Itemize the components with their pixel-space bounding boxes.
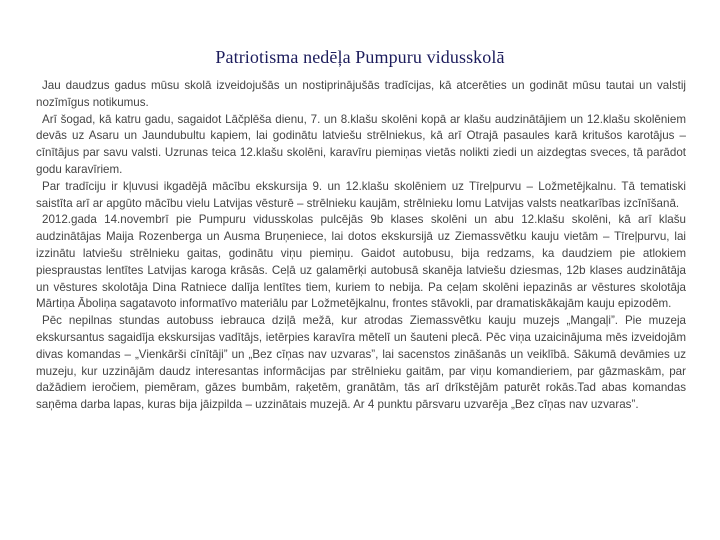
body-paragraph-2: Arī šogad, kā katru gadu, sagaidot Lāčplēša dienu, 7. un 8.klašu skolēni kopā ar klašu audzinātājiem un 12.klašu skolēniem devās uz Asaru un Jaundubultu kapiem, lai godinātu latviešu strēlniekus, kā arī Otrajā pasaules karā kritušos karotājus – cīnītājus par savu valsti. Uzrunas teica 12.klašu skolēni, karavīru piemiņas vietās nolikti ziedi un aizdegtas sveces, tā parādot godu karavīriem. <box>36 112 686 176</box>
body-paragraph-3: Par tradīciju ir kļuvusi ikgadējā mācību ekskursija 9. un 12.klašu skolēniem uz Tīreļpurvu – Ložmetējkalnu. Tā tematiski saistīta arī ar apgūto mācību vielu Latvijas vēsturē – strēlnieku kaujām, strēlnieku lomu Latvijas valsts neatkarības izcīnīšanā. <box>36 179 686 210</box>
body-paragraph-1: Jau daudzus gadus mūsu skolā izveidojušās un nostiprinājušās tradīcijas, kā atcerēties un godināt mūsu tautai un valstij nozīmīgus notikumus. <box>36 79 686 109</box>
slide-title: Patriotisma nedēļa Pumpuru vidusskolā <box>215 47 505 67</box>
body-paragraph-5: Pēc nepilnas stundas autobuss iebrauca dziļā mežā, kur atrodas Ziemassvētku kauju muzejs „Mangaļi”. Pie muzeja ekskursantus sagaidīja ekskursijas vadītājs, ietērpies karavīra mētelī un šauteni plecā. Pēc viņa uzaicinājuma mēs izveidojām divas komandas – „Vienkārši cīnītāji” un „Bez cīņas nav uzvaras”, lai sacenstos zināšanās un veiklībā. Sākumā devāmies uz muzeju, kur uzzinājām daudz interesantas informācijas par strēlnieku gaitām, par viņu komandieriem, par gāzmaskām, par dažādiem ieročiem, piemēram, gāzes bumbām, raķetēm, granātām, tās arī drīkstējām paturēt rokās.Tad abas komandas saņēma darba lapas, kuras bija jāizpilda – uzzinātais muzejā. Ar 4 punktu pārsvaru uzvarēja „Bez cīņas nav uzvaras”. <box>36 314 686 412</box>
slide-body <box>36 78 686 414</box>
body-paragraph-4: 2012.gada 14.novembrī pie Pumpuru vidusskolas pulcējās 9b klases skolēni un abu 12.klašu skolēni, kā arī klašu audzinātājas Maija Rozenberga un Ausma Bruņeniece, lai dotos ekskursijā uz Ziemassvētku kauju vietām – Tīreļpurvu, lai izzinātu latviešu strēlnieku gaitas, godinātu viņu piemiņu. Gaidot autobusu, bija redzams, ka daudziem pie atlokiem piespraustas lentītes Latvijas karoga krāsās. Ceļā uz galamērķi autobusā skanēja latviešu dziesmas, 12b klases audzinātāja un vēstures skolotāja Dina Ratniece dalīja lentītes tiem, kuriem to nebija. Pa ceļam skolēni iepazinās ar vēstures skolotāja Mārtiņa Āboliņa sagatavoto informatīvo materiālu par Ložmetējkalnu, frontes stāvokli, par dramatiskākajām kauju epizodēm. <box>36 213 686 311</box>
